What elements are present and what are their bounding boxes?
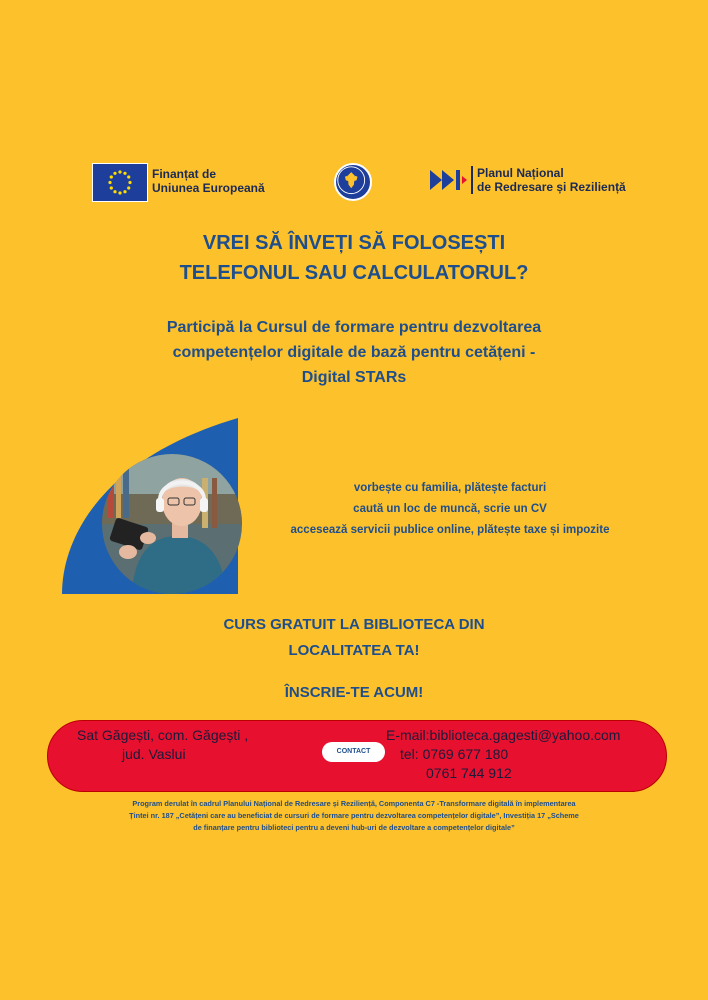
guvernul-romaniei-seal-icon (334, 163, 372, 201)
free-course-line2: LOCALITATEA TA! (288, 642, 420, 659)
footer-line3: de finanțare pentru biblioteci pentru a deveni hub-uri de dezvoltare a competențelor digitale” (193, 823, 515, 832)
subline-line1: Participă la Cursul de formare pentru dezvoltarea (166, 319, 542, 336)
eu-funding-label (152, 167, 265, 195)
library-address (77, 726, 277, 764)
headline-line1: VREI SĂ ÎNVEȚI SĂ FOLOSEȘTI (202, 232, 506, 254)
pnrr-logo-icon (428, 167, 468, 193)
pnrr-label-line1: Planul Național (477, 166, 564, 180)
phone-primary[interactable]: tel: 0769 677 180 (400, 746, 509, 762)
free-course-line1: CURS GRATUIT LA BIBLIOTECA DIN (223, 616, 485, 633)
course-description (0, 315, 708, 390)
senior-with-tablet-photo (62, 418, 276, 594)
address-line2: jud. Vaslui (122, 746, 186, 762)
subline-line3: Digital STARs (301, 369, 407, 386)
eu-label-line1: Finanțat de (152, 167, 217, 181)
main-headline (0, 228, 708, 288)
benefit-item: vorbește cu familia, plătește facturi (353, 482, 547, 494)
free-course-banner (0, 612, 708, 664)
contact-details (386, 726, 656, 783)
contact-button[interactable]: CONTACT (322, 742, 385, 762)
signup-call-to-action: ÎNSCRIE-TE ACUM! (284, 684, 424, 701)
footer-line2: Țintei nr. 187 „Cetățeni care au beneficiat de cursuri de formare pentru dezvoltarea competențelor digitale”, Investiția 17 „Scheme (129, 811, 579, 820)
eu-flag-icon (92, 163, 148, 202)
email-link[interactable]: E-mail:biblioteca.gagesti@yahoo.com (386, 727, 621, 743)
benefit-item: accesează servicii publice online, plătește taxe și impozite (290, 524, 610, 536)
pnrr-divider (471, 166, 473, 194)
phone-secondary[interactable]: 0761 744 912 (426, 765, 512, 781)
headline-line2: TELEFONUL SAU CALCULATORUL? (179, 262, 529, 284)
subline-line2: competențelor digitale de bază pentru cetățeni - (172, 344, 536, 361)
benefits-list (270, 478, 630, 541)
address-line1: Sat Găgești, com. Găgești , (77, 727, 249, 743)
pnrr-label (477, 166, 626, 194)
footer-line1: Program derulat în cadrul Planului Național de Redresare și Reziliență, Componenta C7 -Transformare digitală în implementarea (132, 799, 576, 808)
benefit-item: caută un loc de muncă, scrie un CV (353, 503, 547, 515)
pnrr-label-line2: de Redresare și Reziliență (477, 180, 626, 194)
program-footnote (60, 798, 648, 834)
eu-label-line2: Uniunea Europeană (152, 181, 265, 195)
